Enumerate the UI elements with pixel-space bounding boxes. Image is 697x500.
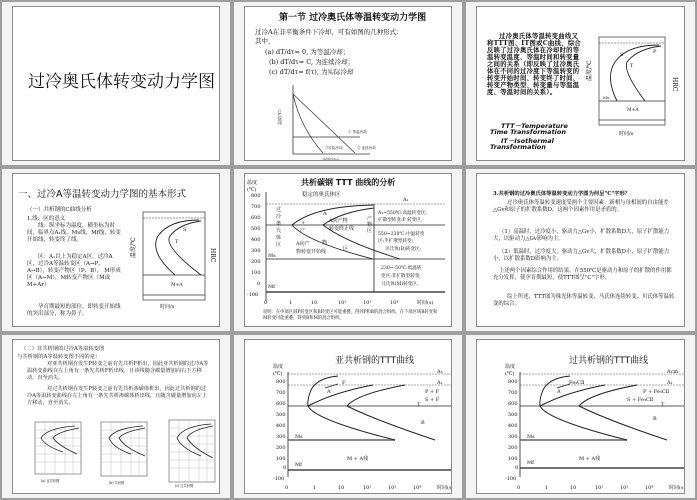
svg-text:300: 300 <box>251 248 261 254</box>
para-hypereutectoid: 对过共析钢在发生P转变之前有先共析渗碳体析出，因此过共析钢的过冷A等温转变曲线在左上角有一条先共析渗碳体析出线，且随含碳量增加向左上方移动，直至消失。 <box>27 386 208 406</box>
svg-text:S: S <box>183 227 187 233</box>
svg-text:S + F: S + F <box>425 397 440 403</box>
svg-text:1: 1 <box>289 300 293 306</box>
svg-text:转变终止线: 转变终止线 <box>329 226 355 232</box>
svg-text:(b) 共析钢: (b) 共析钢 <box>109 481 125 485</box>
svg-text:A: A <box>323 211 327 217</box>
svg-text:600: 600 <box>508 401 518 407</box>
abbr-ttt: TTT－Temperature <box>501 122 568 130</box>
slide-2 <box>244 6 452 161</box>
svg-text:M + A残: M + A残 <box>579 456 601 462</box>
svg-text:A₃: A₃ <box>437 369 443 375</box>
svg-text:200: 200 <box>251 259 261 265</box>
svg-text:(℃): (℃) <box>273 371 283 377</box>
slide-title: 第一节 过冷奥氏体等温转变动力学图 <box>279 13 427 23</box>
svg-text:Acm: Acm <box>667 369 679 375</box>
slide-thumbnail-1[interactable] <box>0 0 232 167</box>
intro-text: 过冷A在非平衡条件下冷却，可有如图的几种形式： <box>255 28 403 36</box>
svg-text:500: 500 <box>251 226 261 232</box>
svg-text:物: 物 <box>322 240 328 246</box>
svg-text:10⁴: 10⁴ <box>413 485 422 491</box>
svg-text:Mf: Mf <box>295 462 302 468</box>
slide-1 <box>12 6 220 161</box>
svg-text:(℃): (℃) <box>247 187 257 193</box>
svg-text:800: 800 <box>251 193 261 199</box>
svg-text:100: 100 <box>276 456 286 462</box>
ttt-diagram <box>477 7 685 161</box>
lead-text: 与共析钢的A等温转变图不同的是： <box>17 354 101 360</box>
svg-text:1: 1 <box>313 485 317 491</box>
slide-thumbnail-9[interactable] <box>464 333 697 500</box>
svg-text:T: T <box>630 63 634 69</box>
diagram-hypoeutectoid <box>35 422 81 483</box>
svg-text:过: 过 <box>276 207 282 213</box>
para-hypoeutectoid: 对亚共析钢在发生P转变之前有先共析F析出，因此亚共析钢的过冷A等温转变曲线在左上角有一条先共析F析出线，且该线随含碳量增加向右下方移动，直至消失。 <box>27 361 209 381</box>
slide-title: 3.共析钢的过冷奥氏体等温转变动力学图为何呈"C"字形？ <box>493 191 631 197</box>
svg-text:0: 0 <box>515 465 519 471</box>
svg-text:200: 200 <box>276 445 286 451</box>
svg-text:0: 0 <box>517 485 521 491</box>
svg-text:600: 600 <box>251 215 261 221</box>
svg-text:100: 100 <box>251 270 261 276</box>
svg-text:500: 500 <box>276 412 286 418</box>
svg-text:0: 0 <box>264 300 268 306</box>
svg-text:A₁: A₁ <box>403 197 409 203</box>
slide-5 <box>244 173 452 327</box>
svg-text:A₁~550℃:高温转变区;: A₁~550℃:高温转变区; <box>378 211 427 216</box>
slide-4 <box>12 173 220 327</box>
svg-text:700: 700 <box>276 390 286 396</box>
svg-text:400: 400 <box>251 237 261 243</box>
slide-title: 过冷奥氏体转变动力学图 <box>28 72 215 92</box>
svg-text:1: 1 <box>545 485 549 491</box>
svg-text:10²: 10² <box>363 485 372 491</box>
svg-text:P + Fe₃CⅡ: P + Fe₃CⅡ <box>643 389 670 395</box>
slide-thumbnail-8[interactable] <box>232 333 464 500</box>
svg-text:700: 700 <box>508 390 518 396</box>
svg-text:Mf: Mf <box>527 460 534 466</box>
svg-text:M+A: M+A <box>171 283 183 288</box>
svg-text:B: B <box>421 420 425 426</box>
svg-text:800: 800 <box>508 379 518 385</box>
svg-text:10: 10 <box>338 485 345 491</box>
slide-thumbnail-7[interactable] <box>0 333 232 500</box>
hypoeutectoid-ttt-chart <box>245 340 452 494</box>
slide-title: 一、过冷A等温转变动力学图的基本形式 <box>18 189 186 200</box>
svg-text:10³: 10³ <box>620 485 629 491</box>
svg-text:Ms: Ms <box>527 434 535 440</box>
eutectoid-ttt-chart <box>245 174 452 327</box>
svg-text:温度: 温度 <box>247 180 258 186</box>
svg-text:A: A <box>327 389 331 395</box>
svg-text:冷: 冷 <box>276 214 282 220</box>
svg-text:时间/s: 时间/s <box>619 131 634 137</box>
svg-text:(a) 亚共析钢: (a) 亚共析钢 <box>41 479 60 483</box>
svg-text:300: 300 <box>508 434 518 440</box>
svg-text:② 连续冷却: ② 连续冷却 <box>357 146 376 150</box>
svg-text:温度: 温度 <box>505 364 516 370</box>
svg-text:氏: 氏 <box>276 228 282 234</box>
chart-title: 共析碳钢 TTT 曲线的分析 <box>301 178 396 187</box>
svg-text:产: 产 <box>300 228 306 234</box>
slide-9 <box>476 339 685 494</box>
svg-text:T: T <box>661 402 665 408</box>
svg-text:时间(s): 时间(s) <box>669 485 686 491</box>
item-a: (a) dT/dτ= 0, 为等温冷却； <box>265 48 350 56</box>
para-low-temp: （2）低温时，过冷度大，驱动力△Gv大，扩散系数D小，原子扩散能力小，以扩散系数D影响为主。 <box>493 249 670 262</box>
svg-text:A: A <box>557 389 561 395</box>
para-high-temp: （1）高温时，过冷度小，驱动力△Gv小，扩散系数D大，原子扩散能力大，以驱动力△Gv影响为主。 <box>493 229 670 242</box>
svg-text:10: 10 <box>311 300 318 306</box>
svg-text:稳定的奥氏体区: 稳定的奥氏体区 <box>302 192 341 198</box>
svg-text:Mf: Mf <box>268 284 275 290</box>
svg-text:800: 800 <box>276 379 286 385</box>
heading: 1.线、区的意义 <box>27 216 66 222</box>
svg-text:① 等温冷却: ① 等温冷却 <box>348 130 367 134</box>
svg-text:A向产: A向产 <box>296 241 310 247</box>
svg-text:温度: 温度 <box>273 364 284 370</box>
slide-8 <box>244 339 452 494</box>
slide-thumbnail-5[interactable] <box>232 167 464 333</box>
svg-text:+: + <box>301 220 306 226</box>
svg-text:0: 0 <box>283 465 287 471</box>
svg-text:B: B <box>653 416 657 422</box>
svg-text:S: S <box>620 52 624 58</box>
svg-text:区: 区 <box>276 242 282 248</box>
svg-text:产: 产 <box>367 216 373 222</box>
svg-text:Ms: Ms <box>603 95 610 100</box>
svg-text:-100: -100 <box>273 476 285 482</box>
para-nose: 孕育期最短的部位，即转变开始线的突出部分，称为鼻子。 <box>27 304 121 318</box>
chart-title: 过共析钢的TTT曲线 <box>569 356 649 366</box>
svg-text:S + Fe₃CⅡ: S + Fe₃CⅡ <box>627 397 654 403</box>
svg-text:400: 400 <box>508 423 518 429</box>
svg-text:T: T <box>417 402 421 408</box>
svg-text:A₁: A₁ <box>667 380 673 386</box>
slide-title: （二）非共析钢的过冷A等温转变图 <box>21 346 105 352</box>
svg-text:Fe₃CⅡ: Fe₃CⅡ <box>569 380 585 386</box>
svg-text:230~-50℃:低温转: 230~-50℃:低温转 <box>381 266 422 271</box>
svg-text:区: 区 <box>343 246 349 252</box>
svg-text:P + F: P + F <box>425 389 440 395</box>
svg-text:600: 600 <box>276 401 286 407</box>
svg-text:0: 0 <box>257 281 261 287</box>
slide-thumbnail-2[interactable] <box>232 0 464 167</box>
svg-text:区: 区 <box>367 228 373 234</box>
svg-text:时间T(s): 时间T(s) <box>323 157 339 162</box>
svg-text:奥: 奥 <box>276 221 282 227</box>
svg-text:10²: 10² <box>595 485 604 491</box>
svg-text:扩散型转变:P 转变区。: 扩散型转变:P 转变区。 <box>378 218 426 223</box>
svg-text:时间(s): 时间(s) <box>417 300 434 306</box>
svg-text:物转变开始线: 物转变开始线 <box>296 249 327 255</box>
subtitle: （一）共析钢的C曲线分析 <box>27 207 92 213</box>
svg-text:100: 100 <box>508 456 518 462</box>
ttt-definition: 过冷奥氏体等温转变曲线又称TTT图、IT图或C曲线，综合反映了过冷奥氏体在冷却时的等温转变温度、等温时间和转变量之间的关系（即反映了过冷奥氏体在不同的过冷度下等温转变的转变开始时间、转变终了时间、转变产物类型、转变量与等温温度、等温时间的关系）。 <box>487 33 582 97</box>
svg-text:10³: 10³ <box>363 300 372 306</box>
svg-text:区:半扩散型转变;: 区:半扩散型转变; <box>378 239 414 244</box>
slide-thumbnail-6[interactable] <box>464 167 697 333</box>
svg-text:200: 200 <box>508 445 518 451</box>
intro-text-2: 其中， <box>255 37 275 45</box>
para-summary: 综上所述，TTT图为珠光体等温转变、马氏体连续转变、贝氏体等温转变的综合。 <box>493 294 675 307</box>
svg-text:10⁴: 10⁴ <box>645 485 654 491</box>
diagram-hypereutectoid <box>169 420 215 488</box>
ttt-diagram-small <box>13 174 220 327</box>
para-regions: 区：A₁以上为稳定A区，过冷A区，过冷A等温转变区（A→P、A→B），转变产物区（P、B）， M形成区（A→M），M转变产物区（M或M+Ar） <box>27 254 121 289</box>
svg-text:温度(℃): 温度(℃) <box>277 109 282 125</box>
svg-text:温度/℃: 温度/℃ <box>130 237 137 258</box>
svg-text:300: 300 <box>276 434 286 440</box>
svg-text:M + A残: M + A残 <box>347 456 369 462</box>
svg-text:F: F <box>342 380 346 386</box>
svg-text:时间(s): 时间(s) <box>437 485 454 491</box>
hypereutectoid-ttt-chart <box>477 340 685 494</box>
svg-text:A向产物: A向产物 <box>329 218 348 224</box>
svg-text:马氏体(M)转变区。: 马氏体(M)转变区。 <box>381 282 422 287</box>
svg-text:HRC: HRC <box>209 248 216 263</box>
svg-text:Ms: Ms <box>295 434 303 440</box>
svg-text:500: 500 <box>508 412 518 418</box>
svg-text:(℃): (℃) <box>505 371 515 377</box>
svg-text:P: P <box>653 49 657 55</box>
svg-text:-100: -100 <box>505 476 517 482</box>
svg-text:温度/℃: 温度/℃ <box>586 60 593 81</box>
svg-text:10²: 10² <box>338 300 347 306</box>
diagram-eutectoid <box>101 422 147 485</box>
abbr-it: IT－Isothermal <box>501 137 554 145</box>
svg-text:10: 10 <box>570 485 577 491</box>
svg-text:10⁴: 10⁴ <box>390 300 399 306</box>
svg-text:700: 700 <box>251 204 261 210</box>
svg-text:③实际冷却: ③实际冷却 <box>325 146 343 150</box>
svg-text:Ms: Ms <box>268 253 276 259</box>
svg-text:A₁: A₁ <box>437 380 443 386</box>
cooling-curves-chart <box>245 7 452 161</box>
svg-text:HRC: HRC <box>671 77 678 92</box>
svg-text:T: T <box>175 239 179 245</box>
abbr-ttt-2: Time Transformation <box>490 128 567 136</box>
slide-thumbnail-3[interactable] <box>464 0 697 167</box>
svg-text:时间/s: 时间/s <box>160 304 175 310</box>
slide-6 <box>476 173 685 327</box>
para-factors: 过冷奥氏体等温转变速度受两个主要因素：新相与母相间的自由能差△Gv和原子的扩散系数D，这两个因素作用是矛盾的。 <box>493 200 669 213</box>
para-combined: 上述两个因素综合作用的结果，在550℃是驱动力和原子的扩散的作用都充分发挥，使孕育期最短，使TTT图呈"C"字形。 <box>493 268 672 281</box>
svg-text:体: 体 <box>276 235 282 241</box>
svg-text:(c) 过共析钢: (c) 过共析钢 <box>175 484 194 488</box>
three-ttt-diagrams <box>13 340 220 494</box>
svg-text:M+A: M+A <box>627 108 639 113</box>
svg-text:贝氏体(B)转变区;: 贝氏体(B)转变区; <box>385 247 422 252</box>
chart-title: 亚共析钢的TTT曲线 <box>335 356 415 366</box>
svg-text:-100: -100 <box>247 292 259 298</box>
svg-text:400: 400 <box>276 423 286 429</box>
svg-text:0: 0 <box>285 485 289 491</box>
svg-text:变区:非扩散型转变;: 变区:非扩散型转变; <box>381 274 421 279</box>
svg-text:550~230℃:中温转变: 550~230℃:中温转变 <box>378 232 425 237</box>
svg-text:物: 物 <box>367 222 373 228</box>
slide-thumbnail-4[interactable] <box>0 167 232 333</box>
item-c: (c) dT/dτ= f(τ), 为实际冷却 <box>269 68 354 76</box>
svg-text:10³: 10³ <box>388 485 397 491</box>
slide-7 <box>12 339 220 494</box>
item-b: (b) dT/dτ= C, 为连续冷却； <box>269 58 355 66</box>
abbr-it-2: Transformation <box>490 143 546 151</box>
para-lines: 线：纵坐标为温度，横坐标为时间，临界点A₁线，Ms线，Mf线，转变开始线，转变终了线。 <box>27 223 121 244</box>
chart-note: 说明：在中部区域P转变区和B转变区可能重叠，得到P和B的混合组织。在下部区域B转变和M转变可能重叠，得到B和M的混合组织。 <box>263 310 438 321</box>
slide-3 <box>476 6 685 161</box>
